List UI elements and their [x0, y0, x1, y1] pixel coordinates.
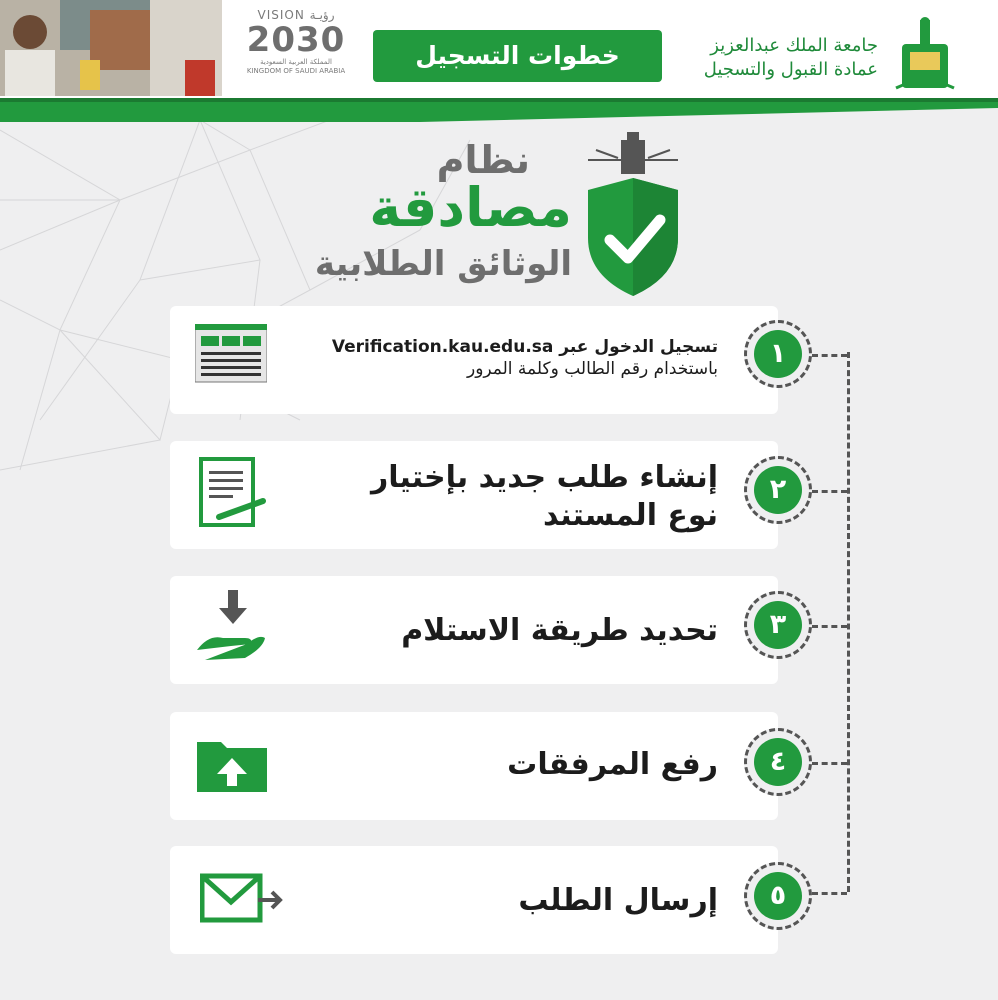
header-stripe [0, 98, 998, 122]
folder-upload-icon [195, 734, 269, 794]
step-5-number-label: ٥ [754, 872, 802, 920]
university-line2: عمادة القبول والتسجيل [703, 59, 878, 80]
university-name [704, 34, 878, 82]
web-page-icon [195, 324, 267, 386]
step-2-line1: إنشاء طلب جديد بإختيار [371, 460, 718, 495]
header [0, 0, 998, 100]
step-5-connector [812, 892, 847, 895]
step-card-5 [170, 846, 778, 954]
hand-receive-icon [195, 590, 267, 662]
header-photo [0, 0, 222, 96]
shield-check-icon [578, 128, 688, 298]
step-3-connector [812, 625, 847, 628]
envelope-send-icon [200, 872, 284, 928]
step-1-connector [812, 354, 847, 357]
vision-sub-en: KINGDOM OF SAUDI ARABIA [246, 67, 346, 75]
step-4-number-label: ٤ [754, 738, 802, 786]
step-5-number [744, 862, 812, 930]
hero-line3: الوثائق الطلابية [314, 244, 572, 284]
kau-logo-icon [890, 14, 960, 92]
step-card-4 [170, 712, 778, 820]
step-card-1 [170, 306, 778, 414]
vision-2030-logo [236, 8, 356, 94]
step-4-line1: رفع المرفقات [507, 747, 718, 782]
document-pen-icon [195, 455, 267, 531]
step-2-number [744, 456, 812, 524]
hero-title [310, 128, 690, 298]
step-1-line1: تسجيل الدخول عبر Verification.kau.edu.sa [331, 337, 718, 357]
step-1-text [332, 336, 718, 380]
vision-year: 2030 [246, 20, 346, 60]
registration-steps-title: خطوات التسجيل [373, 30, 662, 82]
step-1-line2: باستخدام رقم الطالب وكلمة المرور [467, 359, 718, 379]
hero-line1: نظام [436, 138, 530, 182]
vision-label: VISION رؤيـة [257, 8, 335, 22]
vision-sub-ar: المملكة العربية السعودية [260, 58, 332, 66]
step-card-3 [170, 576, 778, 684]
step-2-text [371, 459, 718, 535]
step-3-number [744, 591, 812, 659]
steps-connector-line [847, 352, 850, 892]
step-3-line1: تحديد طريقة الاستلام [401, 613, 718, 648]
step-5-line1: إرسال الطلب [518, 883, 718, 918]
hero-line2: مصادقة [369, 176, 572, 239]
step-2-line2: نوع المستند [542, 498, 718, 533]
step-1-number [744, 320, 812, 388]
university-line1: جامعة الملك عبدالعزيز [710, 35, 878, 56]
step-2-connector [812, 490, 847, 493]
step-2-number-label: ٢ [754, 466, 802, 514]
step-1-number-label: ١ [754, 330, 802, 378]
step-4-connector [812, 762, 847, 765]
step-card-2 [170, 441, 778, 549]
step-4-number [744, 728, 812, 796]
step-3-number-label: ٣ [754, 601, 802, 649]
